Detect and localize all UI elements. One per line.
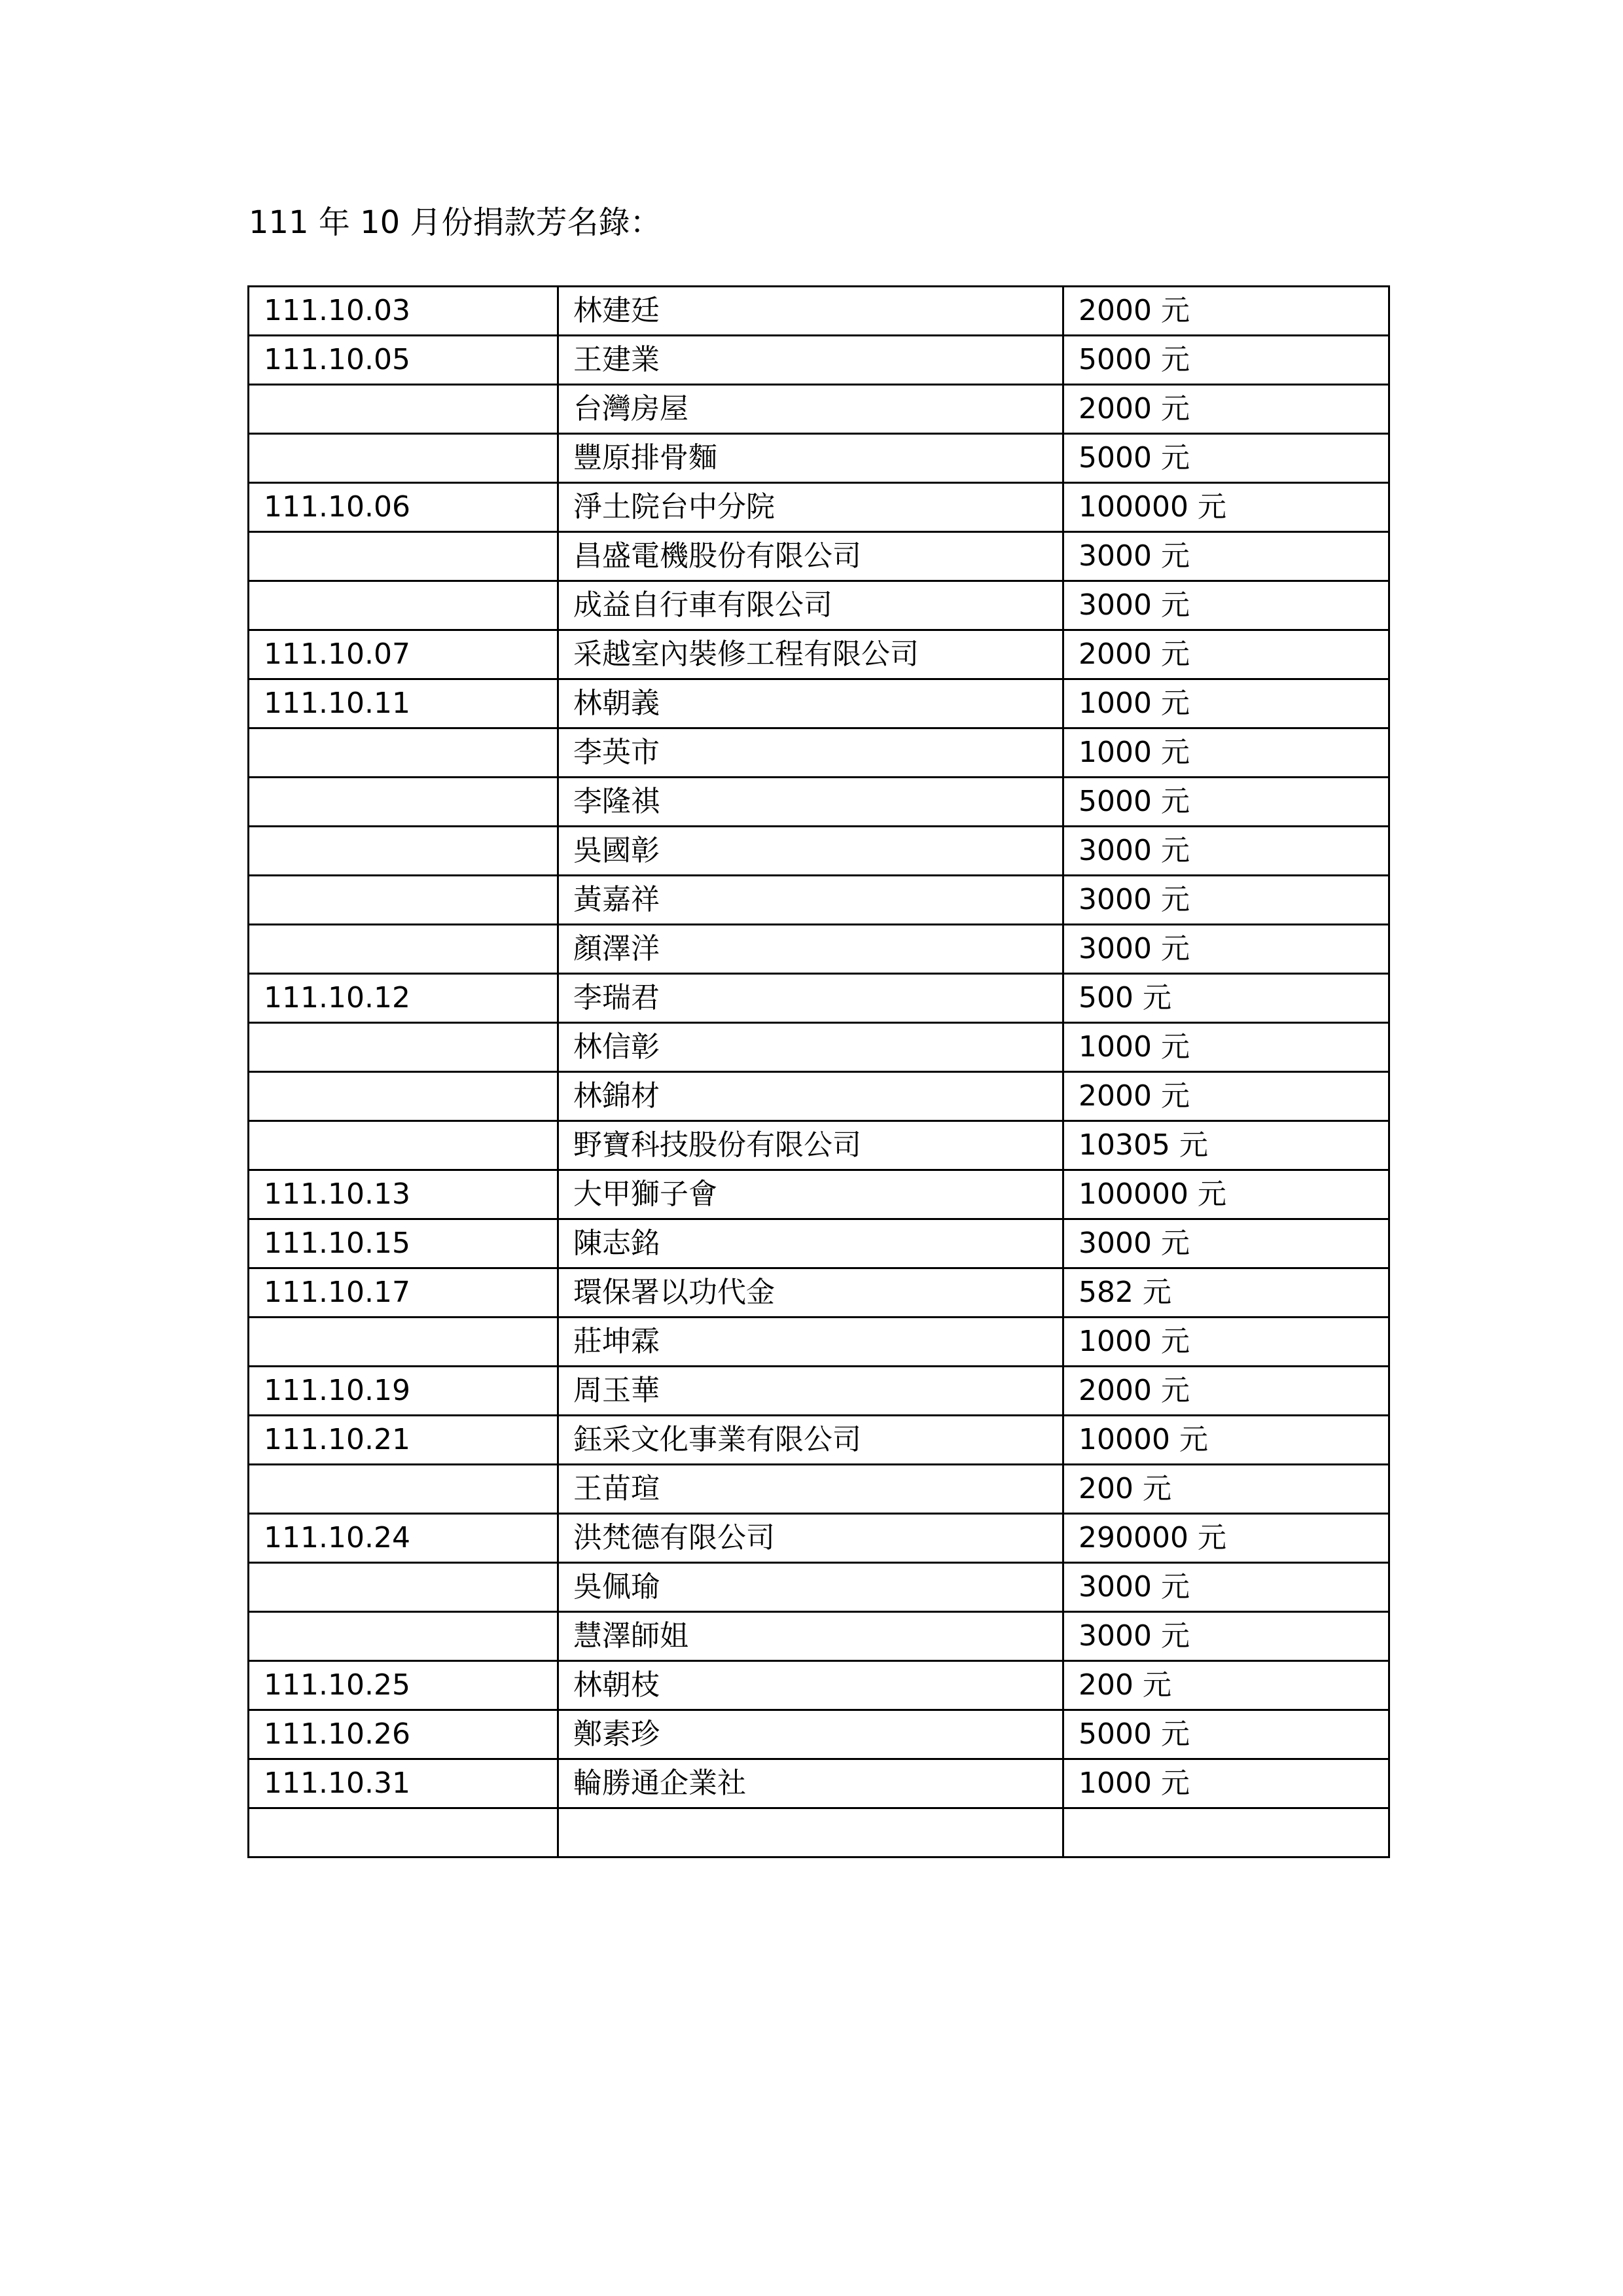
donation-table-body bbox=[249, 287, 1389, 1857]
donor-name-cell: 慧澤師姐 bbox=[558, 1612, 1063, 1661]
amount-cell bbox=[1063, 1808, 1389, 1857]
donor-name-cell: 成益自行車有限公司 bbox=[558, 581, 1063, 630]
date-cell: 111.10.03 bbox=[249, 287, 558, 336]
amount-cell: 200 元 bbox=[1063, 1661, 1389, 1710]
table-row bbox=[249, 483, 1389, 532]
table-row bbox=[249, 1710, 1389, 1759]
amount-cell: 100000 元 bbox=[1063, 1170, 1389, 1219]
date-cell bbox=[249, 434, 558, 483]
table-row bbox=[249, 1219, 1389, 1268]
date-cell bbox=[249, 385, 558, 434]
donor-name-cell: 周玉華 bbox=[558, 1367, 1063, 1416]
donor-name-cell: 鈺采文化事業有限公司 bbox=[558, 1416, 1063, 1465]
amount-cell: 3000 元 bbox=[1063, 1563, 1389, 1612]
amount-cell: 5000 元 bbox=[1063, 1710, 1389, 1759]
table-row bbox=[249, 287, 1389, 336]
date-cell: 111.10.11 bbox=[249, 679, 558, 728]
amount-cell: 290000 元 bbox=[1063, 1514, 1389, 1563]
amount-cell: 1000 元 bbox=[1063, 1759, 1389, 1808]
date-cell: 111.10.31 bbox=[249, 1759, 558, 1808]
table-row bbox=[249, 1514, 1389, 1563]
table-row bbox=[249, 1367, 1389, 1416]
donor-name-cell: 鄭素珍 bbox=[558, 1710, 1063, 1759]
amount-cell: 500 元 bbox=[1063, 974, 1389, 1023]
date-cell bbox=[249, 827, 558, 876]
donor-name-cell: 豐原排骨麵 bbox=[558, 434, 1063, 483]
amount-cell: 5000 元 bbox=[1063, 336, 1389, 385]
amount-cell: 3000 元 bbox=[1063, 925, 1389, 974]
amount-cell: 3000 元 bbox=[1063, 876, 1389, 925]
date-cell bbox=[249, 728, 558, 778]
table-row bbox=[249, 1318, 1389, 1367]
date-cell bbox=[249, 1612, 558, 1661]
date-cell: 111.10.21 bbox=[249, 1416, 558, 1465]
table-row bbox=[249, 876, 1389, 925]
donor-name-cell: 陳志銘 bbox=[558, 1219, 1063, 1268]
date-cell: 111.10.12 bbox=[249, 974, 558, 1023]
donor-name-cell: 李瑞君 bbox=[558, 974, 1063, 1023]
table-row bbox=[249, 434, 1389, 483]
donor-name-cell bbox=[558, 1808, 1063, 1857]
amount-cell: 1000 元 bbox=[1063, 679, 1389, 728]
donor-name-cell: 李英市 bbox=[558, 728, 1063, 778]
amount-cell: 1000 元 bbox=[1063, 1318, 1389, 1367]
donor-name-cell: 淨土院台中分院 bbox=[558, 483, 1063, 532]
table-row bbox=[249, 1416, 1389, 1465]
date-cell: 111.10.17 bbox=[249, 1268, 558, 1318]
date-cell: 111.10.07 bbox=[249, 630, 558, 679]
donor-name-cell: 王建業 bbox=[558, 336, 1063, 385]
table-row bbox=[249, 974, 1389, 1023]
date-cell: 111.10.06 bbox=[249, 483, 558, 532]
donor-name-cell: 昌盛電機股份有限公司 bbox=[558, 532, 1063, 581]
donation-table bbox=[247, 285, 1390, 1858]
table-row bbox=[249, 1612, 1389, 1661]
amount-cell: 2000 元 bbox=[1063, 1072, 1389, 1121]
amount-cell: 5000 元 bbox=[1063, 434, 1389, 483]
table-row bbox=[249, 581, 1389, 630]
donor-name-cell: 台灣房屋 bbox=[558, 385, 1063, 434]
table-row bbox=[249, 1072, 1389, 1121]
table-row bbox=[249, 1759, 1389, 1808]
date-cell bbox=[249, 778, 558, 827]
date-cell bbox=[249, 1808, 558, 1857]
date-cell bbox=[249, 581, 558, 630]
donor-name-cell: 洪梵德有限公司 bbox=[558, 1514, 1063, 1563]
date-cell: 111.10.13 bbox=[249, 1170, 558, 1219]
date-cell: 111.10.15 bbox=[249, 1219, 558, 1268]
date-cell bbox=[249, 925, 558, 974]
amount-cell: 3000 元 bbox=[1063, 1219, 1389, 1268]
table-row bbox=[249, 827, 1389, 876]
donor-name-cell: 林錦材 bbox=[558, 1072, 1063, 1121]
table-row bbox=[249, 1121, 1389, 1170]
donor-name-cell: 采越室內裝修工程有限公司 bbox=[558, 630, 1063, 679]
amount-cell: 10000 元 bbox=[1063, 1416, 1389, 1465]
table-row bbox=[249, 1170, 1389, 1219]
date-cell bbox=[249, 1318, 558, 1367]
table-row bbox=[249, 1465, 1389, 1514]
donor-name-cell: 吳佩瑜 bbox=[558, 1563, 1063, 1612]
table-row bbox=[249, 679, 1389, 728]
table-row bbox=[249, 1563, 1389, 1612]
date-cell bbox=[249, 1465, 558, 1514]
date-cell: 111.10.26 bbox=[249, 1710, 558, 1759]
amount-cell: 1000 元 bbox=[1063, 1023, 1389, 1072]
date-cell bbox=[249, 876, 558, 925]
amount-cell: 2000 元 bbox=[1063, 385, 1389, 434]
table-row bbox=[249, 336, 1389, 385]
date-cell bbox=[249, 1563, 558, 1612]
amount-cell: 200 元 bbox=[1063, 1465, 1389, 1514]
page-title: 111 年 10 月份捐款芳名錄： bbox=[249, 204, 662, 241]
donor-name-cell: 莊坤霖 bbox=[558, 1318, 1063, 1367]
date-cell: 111.10.25 bbox=[249, 1661, 558, 1710]
amount-cell: 3000 元 bbox=[1063, 1612, 1389, 1661]
amount-cell: 582 元 bbox=[1063, 1268, 1389, 1318]
table-row bbox=[249, 385, 1389, 434]
donor-name-cell: 林信彰 bbox=[558, 1023, 1063, 1072]
amount-cell: 2000 元 bbox=[1063, 287, 1389, 336]
table-row bbox=[249, 1808, 1389, 1857]
donor-name-cell: 王苗瑄 bbox=[558, 1465, 1063, 1514]
date-cell: 111.10.24 bbox=[249, 1514, 558, 1563]
donor-name-cell: 大甲獅子會 bbox=[558, 1170, 1063, 1219]
amount-cell: 1000 元 bbox=[1063, 728, 1389, 778]
donor-name-cell: 野寶科技股份有限公司 bbox=[558, 1121, 1063, 1170]
table-row bbox=[249, 1661, 1389, 1710]
date-cell bbox=[249, 1121, 558, 1170]
date-cell: 111.10.05 bbox=[249, 336, 558, 385]
amount-cell: 3000 元 bbox=[1063, 581, 1389, 630]
date-cell: 111.10.19 bbox=[249, 1367, 558, 1416]
amount-cell: 3000 元 bbox=[1063, 532, 1389, 581]
donor-name-cell: 輪勝通企業社 bbox=[558, 1759, 1063, 1808]
donor-name-cell: 顏澤洋 bbox=[558, 925, 1063, 974]
amount-cell: 3000 元 bbox=[1063, 827, 1389, 876]
date-cell bbox=[249, 532, 558, 581]
amount-cell: 10305 元 bbox=[1063, 1121, 1389, 1170]
table-row bbox=[249, 778, 1389, 827]
table-row bbox=[249, 1268, 1389, 1318]
donor-name-cell: 環保署以功代金 bbox=[558, 1268, 1063, 1318]
amount-cell: 2000 元 bbox=[1063, 630, 1389, 679]
amount-cell: 2000 元 bbox=[1063, 1367, 1389, 1416]
table-row bbox=[249, 1023, 1389, 1072]
table-row bbox=[249, 630, 1389, 679]
donor-name-cell: 黃嘉祥 bbox=[558, 876, 1063, 925]
date-cell bbox=[249, 1072, 558, 1121]
table-row bbox=[249, 532, 1389, 581]
donor-name-cell: 林朝枝 bbox=[558, 1661, 1063, 1710]
donor-name-cell: 林朝義 bbox=[558, 679, 1063, 728]
amount-cell: 5000 元 bbox=[1063, 778, 1389, 827]
table-row bbox=[249, 728, 1389, 778]
amount-cell: 100000 元 bbox=[1063, 483, 1389, 532]
donor-name-cell: 吳國彰 bbox=[558, 827, 1063, 876]
donor-name-cell: 李隆祺 bbox=[558, 778, 1063, 827]
table-row bbox=[249, 925, 1389, 974]
date-cell bbox=[249, 1023, 558, 1072]
donor-name-cell: 林建廷 bbox=[558, 287, 1063, 336]
